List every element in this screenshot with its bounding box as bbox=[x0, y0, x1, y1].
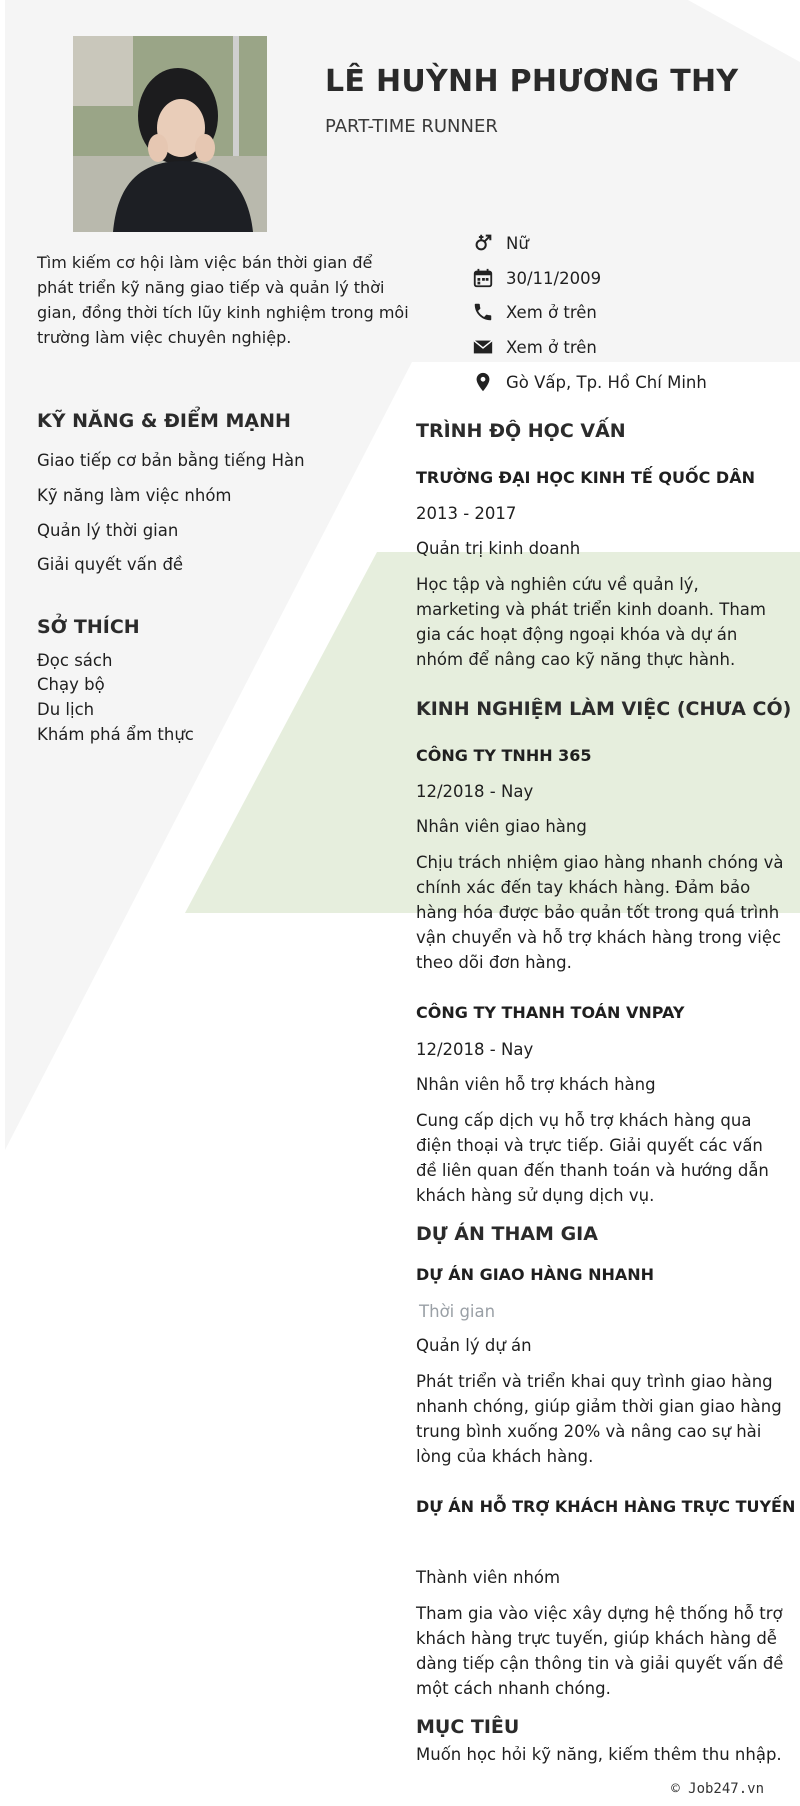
hobby-item: Khám phá ẩm thực bbox=[37, 725, 194, 744]
calendar-icon bbox=[472, 267, 494, 289]
education-major: Quản trị kinh doanh bbox=[416, 539, 581, 558]
location-text: Gò Vấp, Tp. Hồ Chí Minh bbox=[506, 372, 707, 392]
gender-icon bbox=[472, 232, 494, 254]
objective-heading: MỤC TIÊU bbox=[416, 1716, 520, 1738]
job-description: Cung cấp dịch vụ hỗ trợ khách hàng qua điện thoại và trực tiếp. Giải quyết các vấn đề liên quan đến thanh toán và hướng dẫn khách hàng sử dụng dịch vụ. bbox=[416, 1111, 769, 1205]
project-name: DỰ ÁN GIAO HÀNG NHANH bbox=[416, 1265, 655, 1284]
skills-heading: KỸ NĂNG & ĐIỂM MẠNH bbox=[37, 410, 291, 432]
education-description: Học tập và nghiên cứu về quản lý, marketing và phát triển kinh doanh. Tham gia các hoạt động ngoại khóa và dự án nhóm để nâng cao kỹ năng thực hành. bbox=[416, 575, 766, 669]
contact-email[interactable] bbox=[472, 334, 597, 360]
job-role: Nhân viên giao hàng bbox=[416, 817, 587, 836]
hobby-item: Du lịch bbox=[37, 700, 95, 719]
location-icon bbox=[472, 371, 494, 393]
birthday-text: 30/11/2009 bbox=[506, 268, 602, 288]
contact-location bbox=[472, 369, 707, 395]
skill-item: Quản lý thời gian bbox=[37, 521, 179, 540]
company-name: CÔNG TY TNHH 365 bbox=[416, 746, 592, 765]
projects-heading: DỰ ÁN THAM GIA bbox=[416, 1223, 598, 1245]
career-summary: Tìm kiếm cơ hội làm việc bán thời gian để phát triển kỹ năng giao tiếp và quản lý thời gian, đồng thời tích lũy kinh nghiệm trong môi trường làm việc chuyên nghiệp. bbox=[37, 253, 409, 347]
project-description: Phát triển và triển khai quy trình giao hàng nhanh chóng, giúp giảm thời gian giao hàng trung bình xuống 20% và nâng cao sự hài lòng của khách hàng. bbox=[416, 1372, 782, 1466]
objective-text: Muốn học hỏi kỹ năng, kiếm thêm thu nhập. bbox=[416, 1745, 782, 1764]
contact-birthday bbox=[472, 265, 601, 291]
job-period: 12/2018 - Nay bbox=[416, 782, 534, 801]
project-role: Thành viên nhóm bbox=[416, 1568, 561, 1587]
phone-text: Xem ở trên bbox=[506, 302, 597, 322]
footer-credit[interactable]: © Job247.vn bbox=[671, 1781, 764, 1797]
project-role: Quản lý dự án bbox=[416, 1336, 532, 1355]
project-time: Thời gian bbox=[419, 1302, 496, 1321]
gender-text: Nữ bbox=[506, 233, 529, 253]
profile-photo bbox=[73, 36, 267, 232]
skill-item: Giao tiếp cơ bản bằng tiếng Hàn bbox=[37, 451, 305, 470]
skill-item: Giải quyết vấn đề bbox=[37, 555, 184, 574]
job-description: Chịu trách nhiệm giao hàng nhanh chóng và chính xác đến tay khách hàng. Đảm bảo hàng hóa được bảo quản tốt trong quá trình vận chuyển và hỗ trợ khách hàng trong việc theo dõi đơn hàng. bbox=[416, 853, 784, 972]
email-text: Xem ở trên bbox=[506, 337, 597, 357]
company-name: CÔNG TY THANH TOÁN VNPAY bbox=[416, 1003, 685, 1022]
education-period: 2013 - 2017 bbox=[416, 504, 517, 523]
education-heading: TRÌNH ĐỘ HỌC VẤN bbox=[416, 420, 626, 442]
job-period: 12/2018 - Nay bbox=[416, 1040, 534, 1059]
school-name: TRƯỜNG ĐẠI HỌC KINH TẾ QUỐC DÂN bbox=[416, 468, 755, 487]
contact-gender bbox=[472, 230, 529, 256]
hobbies-heading: SỞ THÍCH bbox=[37, 616, 140, 638]
job-title: PART-TIME RUNNER bbox=[325, 116, 498, 137]
project-description: Tham gia vào việc xây dựng hệ thống hỗ trợ khách hàng trực tuyến, giúp khách hàng dễ dàng tiếp cận thông tin và giải quyết vấn đề một cách nhanh chóng. bbox=[416, 1604, 784, 1698]
project-name: DỰ ÁN HỖ TRỢ KHÁCH HÀNG TRỰC TUYẾN bbox=[416, 1497, 796, 1516]
experience-heading: KINH NGHIỆM LÀM VIỆC (CHƯA CÓ) bbox=[416, 698, 792, 720]
skill-item: Kỹ năng làm việc nhóm bbox=[37, 486, 232, 505]
contact-phone[interactable] bbox=[472, 299, 597, 325]
email-icon bbox=[472, 336, 494, 358]
hobby-item: Chạy bộ bbox=[37, 675, 105, 694]
hobby-item: Đọc sách bbox=[37, 651, 113, 670]
job-role: Nhân viên hỗ trợ khách hàng bbox=[416, 1075, 656, 1094]
phone-icon bbox=[472, 301, 494, 323]
candidate-name: LÊ HUỲNH PHƯƠNG THY bbox=[325, 64, 739, 99]
